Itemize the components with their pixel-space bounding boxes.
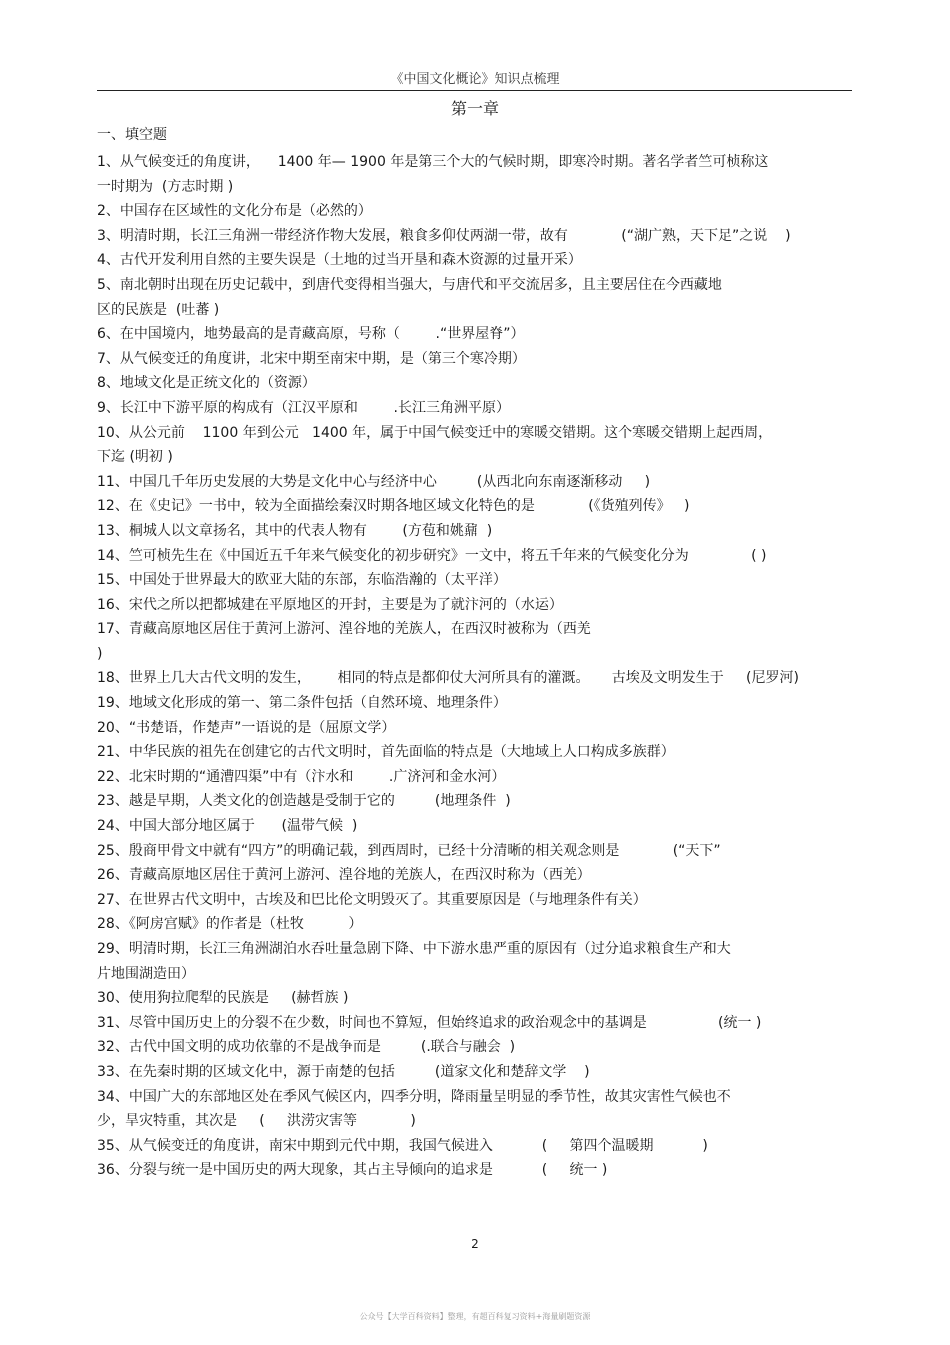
question-item: 2、中国存在区域性的文化分布是（必然的） [97,203,372,220]
question-item: 12、在《史记》一书中，较为全面描绘秦汉时期各地区域文化特色的是 (《货殖列传》 ) [97,498,690,515]
question-item: 31、尽管中国历史上的分裂不在少数，时间也不算短，但始终追求的政治观念中的基调是 (统一 ) [97,1014,762,1031]
question-item: 33、在先秦时期的区域文化中，源于南楚的包括 (道家文化和楚辞文学 ) [97,1063,590,1080]
question-item: 13、桐城人以文章扬名，其中的代表人物有 (方苞和姚鼐 ) [97,522,493,539]
question-item: 15、中国处于世界最大的欧亚大陆的东部，东临浩瀚的（太平洋） [97,572,507,589]
question-item: 9、长江中下游平原的构成有（江汉平原和 .长江三角洲平原） [97,399,510,416]
question-item: 11、中国几千年历史发展的大势是文化中心与经济中心 (从西北向东南逐渐移动 ) [97,473,651,490]
question-item: 6、在中国境内，地势最高的是青藏高原，号称（ .“世界屋脊”） [97,326,525,343]
question-item: 35、从气候变迁的角度讲，南宋中期到元代中期，我国气候进入 ( 第四个温暖期 ) [97,1137,708,1154]
question-item: 16、宋代之所以把都城建在平原地区的开封，主要是为了就汴河的（水运） [97,596,563,613]
question-item: 30、使用狗拉爬犁的民族是 (赫哲族 ) [97,990,349,1007]
question-item: 36、分裂与统一是中国历史的两大现象，其占主导倾向的追求是 ( 统一 ) [97,1162,608,1179]
question-item: 22、北宋时期的“通漕四渠”中有（汴水和 .广济河和金水河） [97,768,506,785]
document-header: 《中国文化概论》知识点梳理 [390,72,560,87]
question-item: 8、地域文化是正统文化的（资源） [97,375,316,392]
footer-watermark: 公众号【大学百科资料】整理，有超百科复习资料+海量刷题资源 [359,1312,591,1321]
question-item: 17、青藏高原地区居住于黄河上游河、湟谷地的羌族人，在西汉时被称为（西羌 ) [97,621,591,662]
question-item: 21、中华民族的祖先在创建它的古代文明时，首先面临的特点是（大地域上人口构成多族群） [97,744,675,761]
question-item: 34、中国广大的东部地区处在季风气候区内，四季分明，降雨量呈明显的季节性，故其灾害性气候也不 少，旱灾特重，其次是 ( 洪涝灾害等 ) [97,1088,731,1130]
question-item: 20、“书楚语，作楚声”一语说的是（屈原文学） [97,719,396,736]
question-item: 25、殷商甲骨文中就有“四方”的明确记载，到西周时，已经十分清晰的相关观念则是 (“天下” [97,842,721,859]
question-item: 5、南北朝时出现在历史记载中，到唐代变得相当强大，与唐代和平交流居多，且主要居住在今西藏地 区的民族是 (吐蕃 ) [97,276,722,318]
question-item: 19、地域文化形成的第一、第二条件包括（自然环境、地理条件） [97,695,507,712]
question-item: 7、从气候变迁的角度讲，北宋中期至南宋中期，是（第三个寒冷期） [97,350,526,367]
question-item: 1、从气候变迁的角度讲， 1400 年— 1900 年是第三个大的气候时期，即寒冷时期。著名学者竺可桢称这 一时期为 (方志时期 ) [97,154,769,195]
section-title: 一、填空题 [97,127,167,143]
question-item: 28、《阿房宫赋》的作者是（杜牧 ） [97,916,363,933]
page-number: 2 [471,1237,479,1251]
question-item: 23、越是早期，人类文化的创造越是受制于它的 (地理条件 ) [97,793,511,810]
question-item: 24、中国大部分地区属于 (温带气候 ) [97,818,358,835]
question-item: 4、古代开发利用自然的主要失误是（土地的过当开垦和森木资源的过量开采） [97,252,582,269]
question-item: 14、竺可桢先生在《中国近五千年来气候变化的初步研究》一文中，将五千年来的气候变化分为 ( ) [97,547,767,564]
question-item: 32、古代中国文明的成功依靠的不是战争而是 (.联合与融会 ) [97,1039,516,1056]
question-item: 3、明清时期，长江三角洲一带经济作物大发展，粮食多仰仗两湖一带，故有 (“湖广熟，天下足”之说 ) [97,227,791,244]
question-item: 18、世界上几大古代文明的发生， 相同的特点是都仰仗大河所具有的灌溉。 古埃及文明发生于 (尼罗河) [97,670,799,687]
question-item: 27、在世界古代文明中，古埃及和巴比伦文明毁灭了。其重要原因是（与地理条件有关） [97,891,647,908]
question-item: 29、明清时期，长江三角洲湖泊水吞吐量急剧下降、中下游水患严重的原因有（过分追求粮食生产和大 片地围湖造田） [97,941,731,982]
question-list [97,150,842,1183]
question-item: 10、从公元前 1100 年到公元 1400 年，属于中国气候变迁中的寒暖交错期。这个寒暖交错期上起西周， 下迄 (明初 ) [97,424,773,466]
header-rule [97,90,852,91]
chapter-title: 第一章 [450,99,499,118]
question-item: 26、青藏高原地区居住于黄河上游河、湟谷地的羌族人，在西汉时称为（西羌） [97,867,591,884]
